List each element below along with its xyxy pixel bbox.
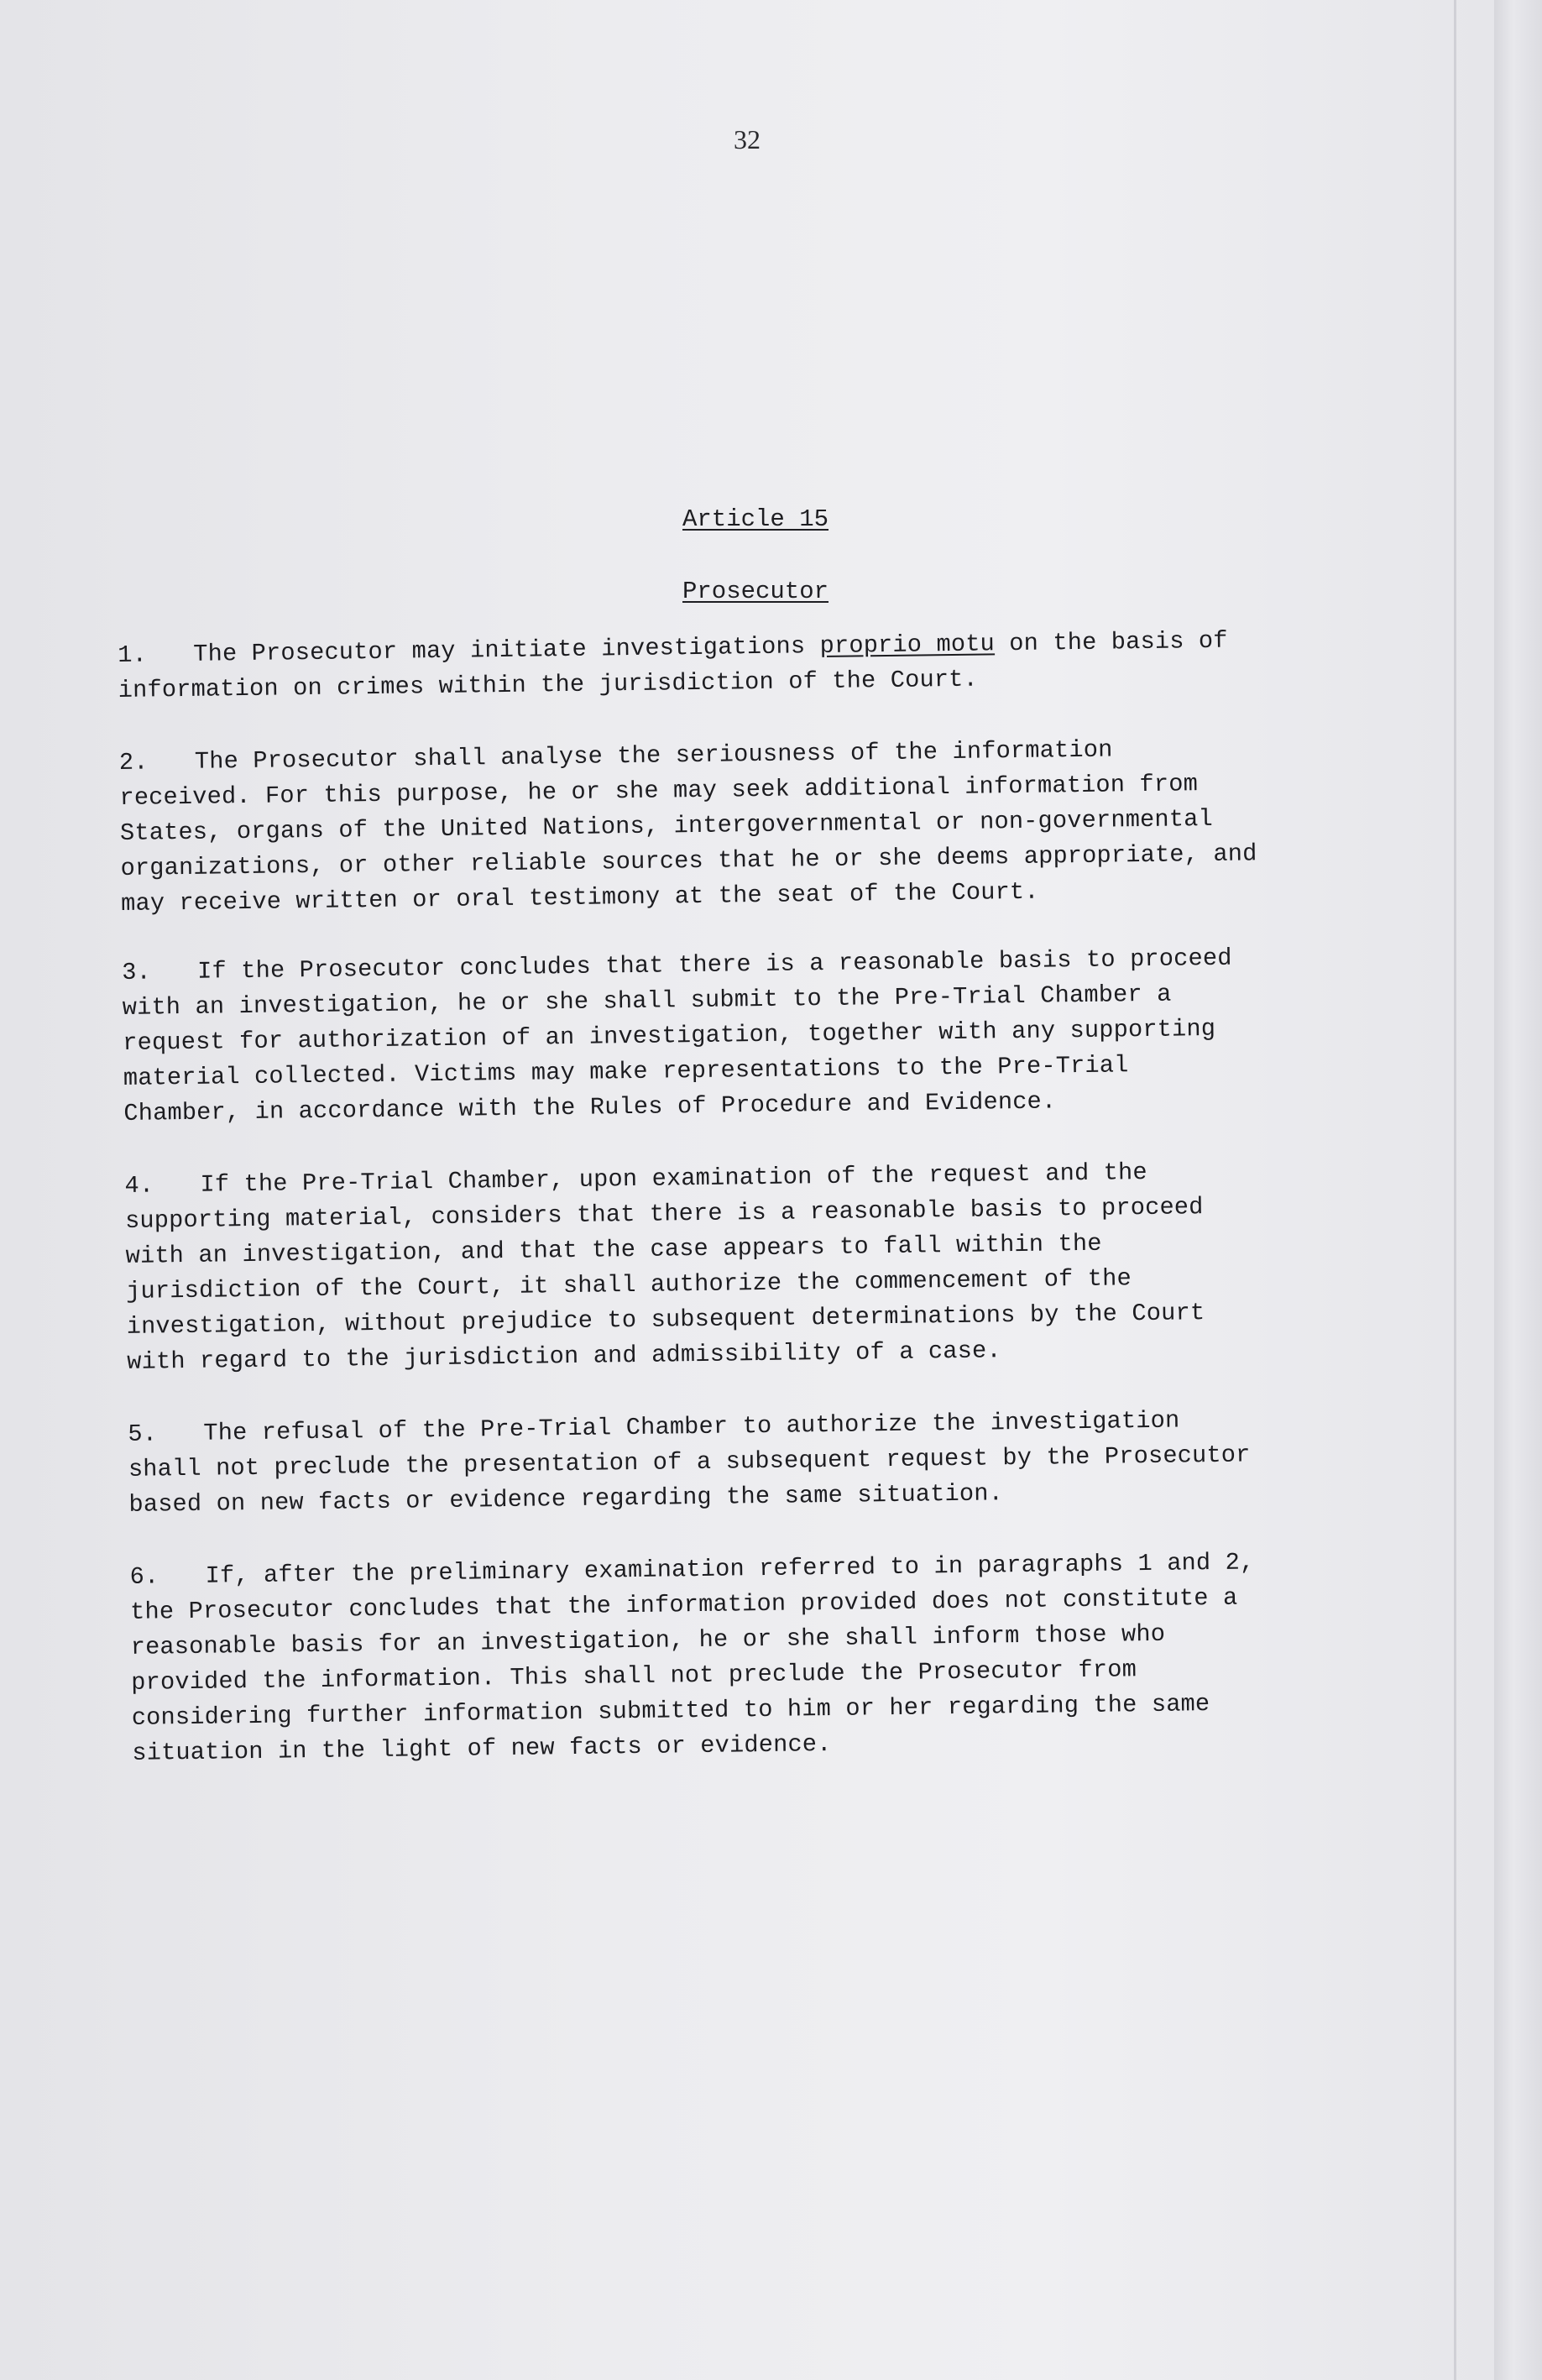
paragraph-2 — [119, 730, 1356, 922]
paragraph-4 — [124, 1153, 1361, 1380]
paragraph-text: If the Prosecutor concludes that there is a reasonable basis to proceed with an investigation, he or she shall submit to the Pre-Trial Chamber a request for authorization of an investigation, together with any supporting material collected. Victims may make representations to the Pre-Trial Chamber, in accordance with the Rules of Procedure and Evidence. — [122, 944, 1232, 1127]
paragraph-text-start: The Prosecutor may initiate investigations — [193, 632, 820, 668]
paragraph-text: The refusal of the Pre-Trial Chamber to authorize the investigation shall not preclude the presentation of a subsequent request by the Prosecutor based on new facts or evidence regarding the same situation. — [128, 1406, 1251, 1519]
paragraph-number: 3. — [122, 958, 152, 986]
paragraph-1 — [118, 622, 1352, 709]
paragraph-text-end: on the basis of information on crimes within the jurisdiction of the Court. — [118, 626, 1228, 704]
paragraph-text: If, after the preliminary examination referred to in paragraphs 1 and 2, the Prosecutor concludes that the information provided does not constitute a reasonable basis for an investigation, he or she shall inform those who provided the information. This shall not preclude the Prosecutor from considering further information submitted to him or her regarding the same situation in the light of new facts or evidence. — [129, 1548, 1255, 1767]
paragraph-text: The Prosecutor shall analyse the seriousness of the information received. For this purpose, he or she may seek additional information from States, organs of the United Nations, intergovernmental or non-governmental organizations, or other reliable sources that he or she deems appropriate, and may receive written or oral testimony at the seat of the Court. — [119, 735, 1257, 918]
paragraph-number: 2. — [118, 748, 149, 777]
article-body — [118, 622, 1367, 1808]
paragraph-5 — [128, 1401, 1363, 1523]
paragraph-text: If the Pre-Trial Chamber, upon examination of the request and the supporting material, considers that there is a reasonable basis to proceed with an investigation, and that the case appears to fall within the jurisdiction of the Court, it shall authorize the commencement of the investigation, without prejudice to subsequent determinations by the Court with regard to the jurisdiction and admissibility of a case. — [124, 1158, 1205, 1376]
paragraph-number: 4. — [124, 1171, 154, 1200]
latin-term: proprio motu — [819, 630, 996, 661]
paragraph-number: 1. — [118, 641, 148, 669]
paragraph-3 — [122, 939, 1358, 1132]
page-number: 32 — [734, 124, 761, 154]
page-fold-line — [1454, 0, 1456, 2380]
paragraph-number: 6. — [129, 1562, 159, 1591]
paragraph-number: 5. — [128, 1420, 158, 1448]
page-binding-edge — [1494, 0, 1542, 2380]
paragraph-6 — [129, 1544, 1366, 1771]
article-title: Article 15 — [682, 505, 829, 533]
article-subtitle: Prosecutor — [682, 578, 829, 605]
